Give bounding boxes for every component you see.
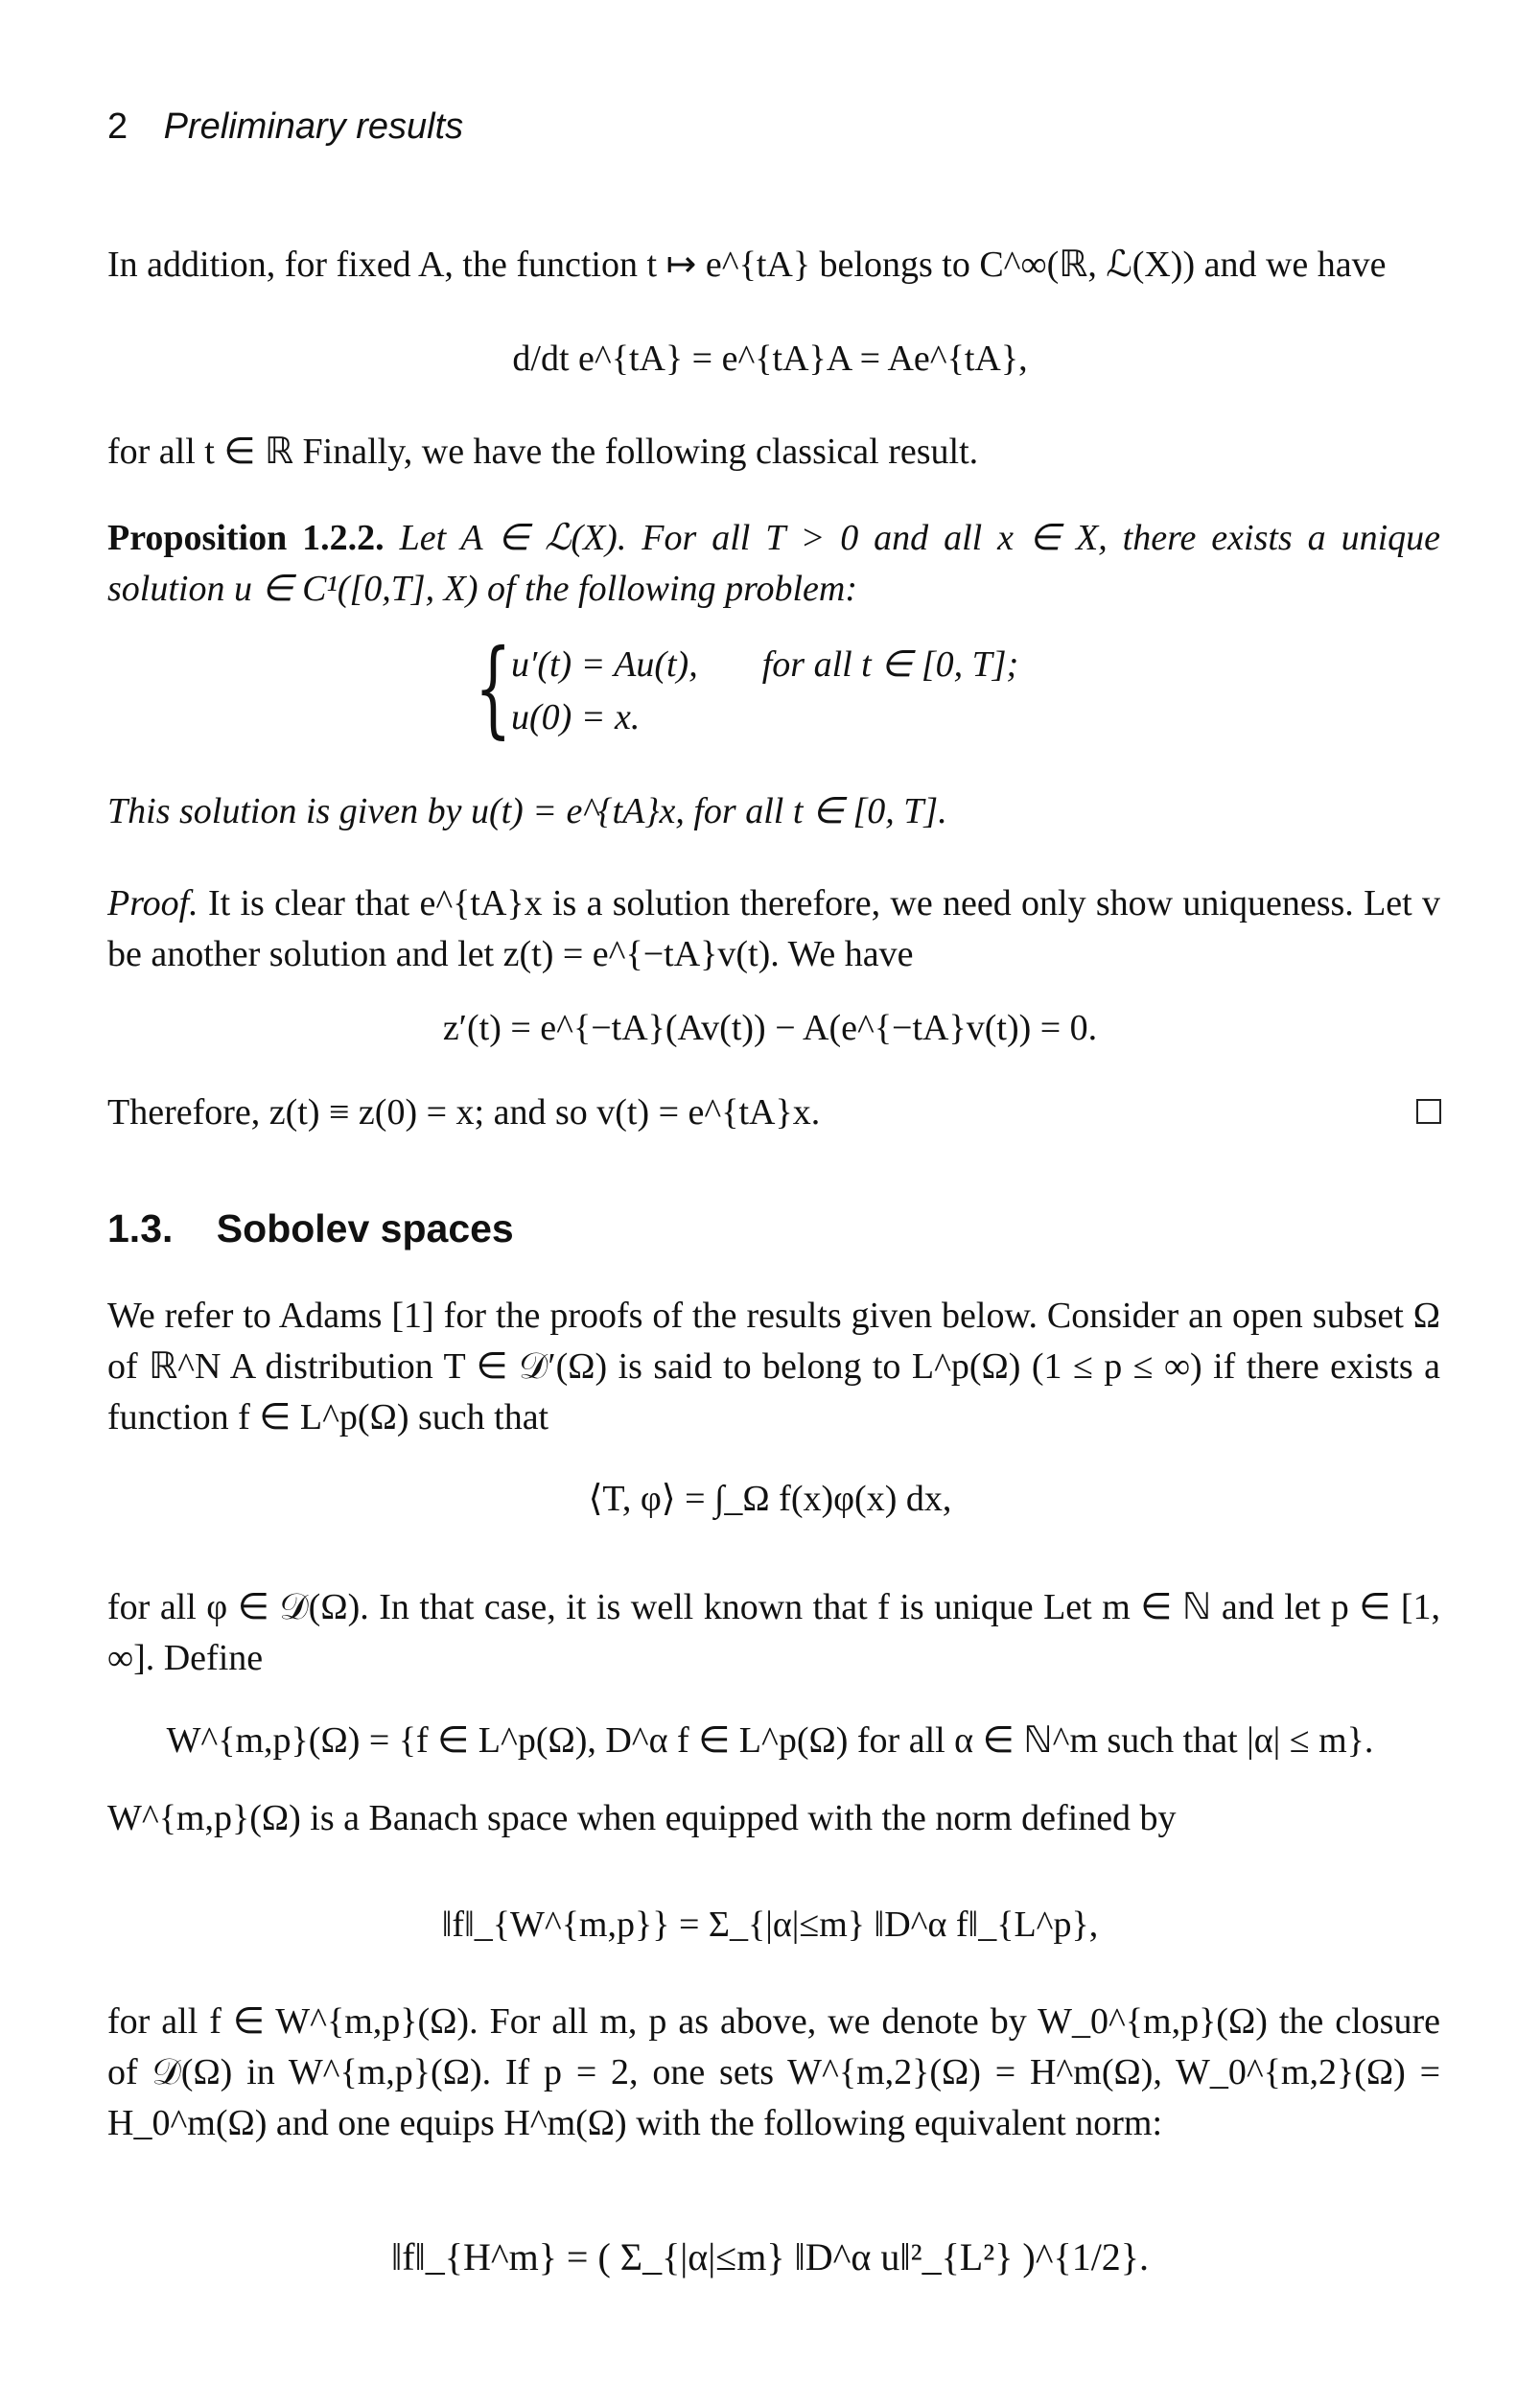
section-heading bbox=[107, 1206, 514, 1251]
qed-square-icon bbox=[1416, 1099, 1441, 1124]
proof-label: Proof. bbox=[107, 883, 198, 923]
proposition-label: Proposition 1.2.2. bbox=[107, 518, 385, 558]
system-case-2: u(0) = x. bbox=[511, 697, 641, 737]
section-title: Sobolev spaces bbox=[216, 1206, 514, 1250]
sobolev-para-4: for all f ∈ W^{m,p}(Ω). For all m, p as above, we denote by W_0^{m,p}(Ω) the closure of 𝒟(Ω) in W^{m,p}(Ω). If p = 2, one sets W^{m,2}(Ω) = H^m(Ω), W_0^{m,2}(Ω) = H_0^m(Ω) and one equips H^m(Ω) with the following equivalent norm: bbox=[107, 2001, 1440, 2143]
proposition-block bbox=[107, 513, 1440, 615]
proof-display-equation: z′(t) = e^{−tA}(Av(t)) − A(e^{−tA}v(t)) = 0. bbox=[442, 1008, 1098, 1048]
wmp-norm-equation: ‖f‖_{W^{m,p}} = Σ_{|α|≤m} ‖D^α f‖_{L^p}, bbox=[441, 1905, 1099, 1945]
sobolev-para-3: W^{m,p}(Ω) is a Banach space when equipped with the norm defined by bbox=[107, 1798, 1177, 1838]
page-number: 2 bbox=[107, 106, 128, 147]
proof-closing: Therefore, z(t) ≡ z(0) = x; and so v(t) = e^{tA}x. bbox=[107, 1092, 821, 1133]
proposition-conclusion: This solution is given by u(t) = e^{tA}x, for all t ∈ [0, T]. bbox=[107, 791, 947, 831]
running-title: Preliminary results bbox=[163, 106, 464, 147]
system-case-1 bbox=[511, 643, 1018, 686]
distribution-equation: ⟨T, φ⟩ = ∫_Ω f(x)φ(x) dx, bbox=[588, 1479, 952, 1519]
left-brace-icon: { bbox=[475, 626, 512, 749]
case1-condition: for all t ∈ [0, T]; bbox=[761, 644, 1019, 685]
hm-norm-equation: ‖f‖_{H^m} = ( Σ_{|α|≤m} ‖D^α u‖²_{L²} )^{1/2}. bbox=[390, 2235, 1150, 2278]
proof-text: It is clear that e^{tA}x is a solution therefore, we need only show uniqueness. Let v be another solution and let z(t) = e^{−tA}v(t). We have bbox=[107, 883, 1440, 974]
sobolev-para-1: We refer to Adams [1] for the proofs of the results given below. Consider an open subset Ω of ℝ^N A distribution T ∈ 𝒟′(Ω) is said to belong to L^p(Ω) (1 ≤ p ≤ ∞) if there exists a function f ∈ L^p(Ω) such that bbox=[107, 1296, 1440, 1437]
intro-line1: In addition, for fixed A, the function t ↦ e^{tA} belongs to C^∞(ℝ, ℒ(X)) and we have bbox=[107, 245, 1387, 285]
wmp-definition-equation: W^{m,p}(Ω) = {f ∈ L^p(Ω), D^α f ∈ L^p(Ω) for all α ∈ ℕ^m such that |α| ≤ m}. bbox=[166, 1720, 1374, 1761]
running-header bbox=[107, 105, 463, 148]
section-number: 1.3. bbox=[107, 1206, 174, 1250]
case1-equation: u′(t) = Au(t), bbox=[511, 644, 698, 685]
intro-display-equation: d/dt e^{tA} = e^{tA}A = Ae^{tA}, bbox=[512, 339, 1028, 379]
proposition-statement: Let A ∈ ℒ(X). For all T > 0 and all x ∈ X, there exists a unique solution u ∈ C¹([0,T], X) of the following problem: bbox=[107, 518, 1441, 609]
sobolev-para-2: for all φ ∈ 𝒟(Ω). In that case, it is well known that f is unique Let m ∈ ℕ and let p ∈ [1, ∞]. Define bbox=[107, 1587, 1440, 1678]
proof-block bbox=[107, 878, 1440, 980]
intro-line2: for all t ∈ ℝ Finally, we have the following classical result. bbox=[107, 432, 979, 472]
